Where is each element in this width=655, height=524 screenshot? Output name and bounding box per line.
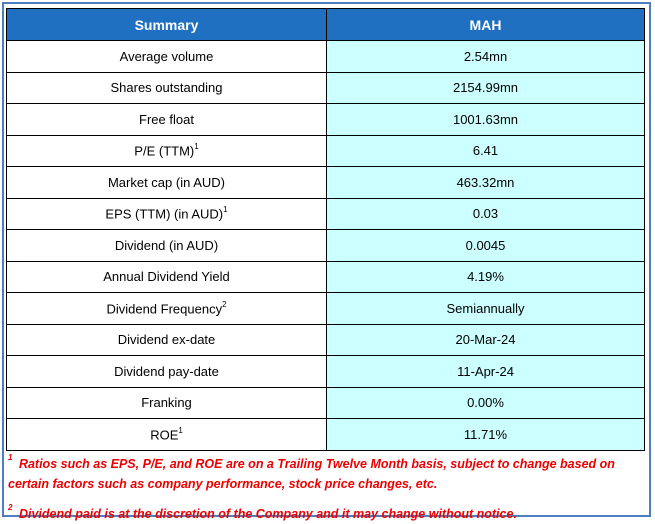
row-label xyxy=(7,41,327,73)
table-row xyxy=(7,167,645,199)
row-label xyxy=(7,356,327,388)
row-value: 0.00% xyxy=(327,387,645,419)
footnotes xyxy=(8,451,644,524)
row-label-text: Dividend Frequency xyxy=(106,300,223,316)
table-row xyxy=(7,387,645,419)
row-label-superscript: 1 xyxy=(223,205,228,215)
table-row xyxy=(7,324,645,356)
table-row xyxy=(7,419,645,451)
row-label-text: P/E (TTM) xyxy=(134,143,195,159)
footnote-1-continued xyxy=(8,474,644,494)
row-label-text: Shares outstanding xyxy=(110,80,223,96)
row-label xyxy=(7,72,327,104)
row-label xyxy=(7,135,327,167)
footnote-1-line1: Ratios such as EPS, P/E, and ROE are on a Trailing Twelve Month basis, subject to change based on xyxy=(18,457,615,472)
row-value: Semiannually xyxy=(327,293,645,325)
header-summary: Summary xyxy=(7,9,327,41)
table-header-row xyxy=(7,9,645,41)
row-label-text: ROE xyxy=(150,426,179,442)
row-label-text: Dividend (in AUD) xyxy=(114,237,219,253)
table-row xyxy=(7,135,645,167)
row-value: 6.41 xyxy=(327,135,645,167)
footnote-1 xyxy=(8,451,644,474)
row-value: 2154.99mn xyxy=(327,72,645,104)
table-row xyxy=(7,72,645,104)
row-label-text: Franking xyxy=(141,395,192,411)
row-value: 1001.63mn xyxy=(327,104,645,136)
table-row xyxy=(7,198,645,230)
row-label-text: Annual Dividend Yield xyxy=(103,269,230,285)
row-label xyxy=(7,419,327,451)
row-value: 463.32mn xyxy=(327,167,645,199)
row-label-superscript: 1 xyxy=(194,142,199,152)
row-value: 11-Apr-24 xyxy=(327,356,645,388)
row-value: 11.71% xyxy=(327,419,645,451)
row-label-text: Dividend ex-date xyxy=(117,332,216,348)
footnote-2-text: Dividend paid is at the discretion of the Company and it may change without notice. xyxy=(18,507,517,522)
row-label-text: Free float xyxy=(139,111,194,127)
row-label-text: EPS (TTM) (in AUD) xyxy=(105,206,224,222)
row-label-text: Market cap (in AUD) xyxy=(107,174,226,190)
row-value: 0.03 xyxy=(327,198,645,230)
table-row xyxy=(7,230,645,262)
row-label xyxy=(7,261,327,293)
row-label xyxy=(7,104,327,136)
table-row xyxy=(7,41,645,73)
row-label xyxy=(7,230,327,262)
header-ticker: MAH xyxy=(327,9,645,41)
row-label-text: Dividend pay-date xyxy=(114,363,219,379)
row-label xyxy=(7,167,327,199)
footnote-2-marker: 2 xyxy=(8,503,13,513)
row-label xyxy=(7,387,327,419)
summary-table xyxy=(6,8,645,451)
row-value: 2.54mn xyxy=(327,41,645,73)
row-label xyxy=(7,293,327,325)
row-value: 20-Mar-24 xyxy=(327,324,645,356)
row-label-superscript: 2 xyxy=(222,299,227,309)
row-value: 0.0045 xyxy=(327,230,645,262)
table-row xyxy=(7,293,645,325)
table-row xyxy=(7,356,645,388)
footnote-1-line2: certain factors such as company performance, stock price changes, etc. xyxy=(8,477,438,492)
table-row xyxy=(7,261,645,293)
footnote-1-marker: 1 xyxy=(8,453,13,462)
table-row xyxy=(7,104,645,136)
row-label xyxy=(7,324,327,356)
row-label-text: Average volume xyxy=(119,48,214,64)
row-value: 4.19% xyxy=(327,261,645,293)
row-label xyxy=(7,198,327,230)
row-label-superscript: 1 xyxy=(178,425,183,435)
